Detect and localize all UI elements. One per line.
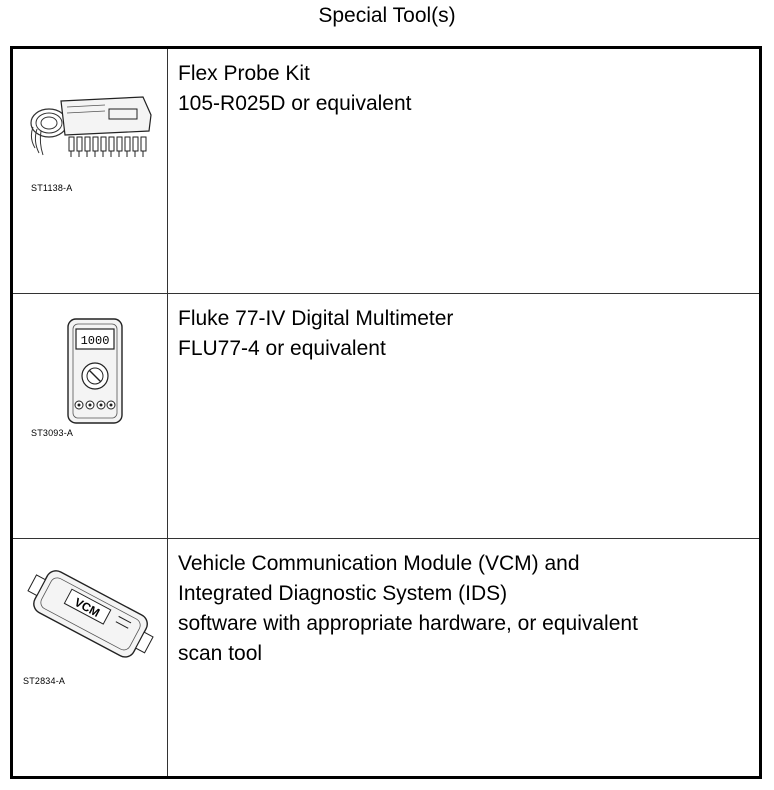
tool-name-line-3: software with appropriate hardware, or equivalent bbox=[178, 612, 638, 635]
vcm-label: VCM bbox=[72, 595, 103, 620]
table-row bbox=[13, 294, 759, 539]
multimeter-icon bbox=[65, 316, 125, 426]
tool-image-cell bbox=[13, 49, 168, 293]
multimeter-display: 1000 bbox=[80, 334, 110, 348]
tool-image-code: ST1138-A bbox=[31, 183, 73, 193]
tool-name-line-2: Integrated Diagnostic System (IDS) bbox=[178, 582, 508, 605]
tool-part-number: FLU77-4 or equivalent bbox=[178, 337, 386, 360]
tool-name-line-4: scan tool bbox=[178, 642, 263, 665]
tool-image-cell bbox=[13, 294, 168, 538]
table-row bbox=[13, 539, 759, 776]
tool-description bbox=[178, 59, 747, 119]
tool-name: Flex Probe Kit bbox=[178, 62, 310, 85]
tool-image-code: ST2834-A bbox=[23, 676, 66, 686]
vcm-module-icon bbox=[21, 553, 161, 673]
page-title: Special Tool(s) bbox=[318, 4, 456, 27]
probe-kit-icon bbox=[25, 93, 165, 173]
table-row bbox=[13, 49, 759, 294]
tool-description bbox=[178, 304, 747, 364]
tool-name: Vehicle Communication Module (VCM) and bbox=[178, 552, 580, 575]
tool-image-cell bbox=[13, 539, 168, 776]
tool-name: Fluke 77-IV Digital Multimeter bbox=[178, 307, 454, 330]
tool-image-code: ST3093-A bbox=[31, 428, 74, 438]
tool-description bbox=[178, 549, 747, 669]
special-tools-table bbox=[10, 46, 762, 779]
tool-part-number: 105-R025D or equivalent bbox=[178, 92, 412, 115]
